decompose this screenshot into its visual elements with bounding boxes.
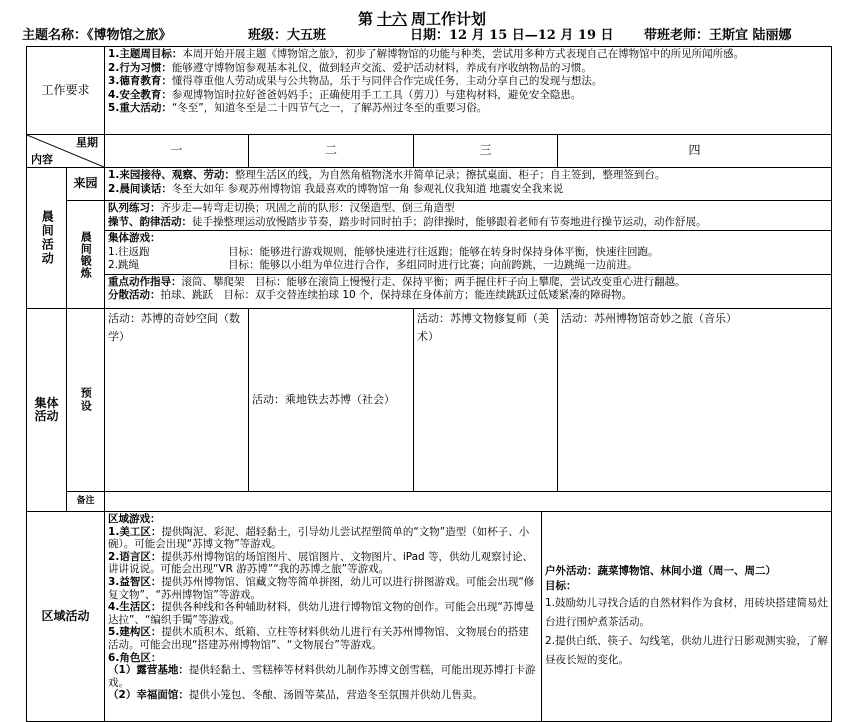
goal-head: 1.主题周目标： xyxy=(108,48,183,60)
role-area-head: 6.角色区： xyxy=(108,651,162,664)
morning-activity-text: 晨间活动 xyxy=(40,210,55,266)
work-requirements-label: 工作要求 xyxy=(27,47,105,135)
puzzle-area-text: 提供苏州博物馆、馆藏文物等简单拼图，幼儿可以进行拼图游戏。可能会出现“修复文物”、“苏州博物馆”等游戏。 xyxy=(108,575,535,601)
outdoor-goal-1: 1.鼓励幼儿寻找合适的自然材料作为食材，用砖块搭建简易灶台进行围炉煮茶活动。 xyxy=(545,596,829,628)
days-header-row xyxy=(27,135,832,168)
queue-head: 队列练习： xyxy=(108,202,161,214)
preset-label-text: 预设 xyxy=(79,387,93,413)
game1-goal: 目标：能够进行游戏规则，能够快速进行往返跑；能够在转身时保持身体平衡，快速往回跑。 xyxy=(228,245,659,258)
preset-label xyxy=(67,309,105,492)
moral-text: 懂得尊重他人劳动成果与公共物品，乐于与同伴合作完成任务，主动分享自己的发现与想法。 xyxy=(171,75,603,87)
outdoor-goal-label: 目标： xyxy=(545,579,577,592)
day-tuesday: 二 xyxy=(249,135,414,168)
key-action-head: 重点动作指导： xyxy=(108,275,182,288)
corner-content-label: 内容 xyxy=(31,152,53,166)
note-label: 备注 xyxy=(67,492,105,512)
noodle-shop-head: （2）幸福面馆： xyxy=(108,689,189,702)
moral-head: 3.德育教育： xyxy=(108,75,172,87)
outdoor-goal-2: 2.提供白纸、筷子、勾线笔，供幼儿进行日影观测实验，了解昼夜长短的变化。 xyxy=(545,634,829,666)
camping-text: 提供轻黏土、雪糕棒等材料供幼儿制作苏博文创雪糕，可能出现苏博打卡游戏。 xyxy=(108,664,536,689)
outdoor-title: 户外活动：蔬菜博物馆、林间小道（周一、周二） xyxy=(545,564,777,577)
language-area-head: 2.语言区： xyxy=(108,550,162,563)
group-activity-label xyxy=(27,309,67,512)
game1-name: 1.往返跑 xyxy=(108,245,150,258)
arrival-label: 来园 xyxy=(67,168,105,201)
major-event-text: “冬至”，知道冬至是二十四节气之一，了解苏州过冬至的重要习俗。 xyxy=(171,102,488,114)
exercise-label xyxy=(67,201,105,309)
area-game-title: 区域游戏： xyxy=(108,513,161,525)
rhythm-text: 徒手操整理运动放慢踏步节奏，踏步时同时拍手；韵律操时，能够跟着老师有节奏地进行操节运动，动作舒展。 xyxy=(192,215,707,228)
work-requirements-content xyxy=(105,47,832,135)
area-activity-label xyxy=(27,512,105,722)
area-game-content xyxy=(105,512,542,722)
date-range: 日期：12 月 15 日—12 月 19 日 xyxy=(410,28,614,43)
build-area-head: 5.建构区： xyxy=(108,626,162,639)
group-activity-row xyxy=(27,309,832,492)
note-content xyxy=(105,492,832,512)
game2-goal: 目标：能够以小组为单位进行合作，多组同时进行比赛；向前跨跳，一边跳绳一边前进。 xyxy=(228,259,638,271)
camping-head: （1）露营基地： xyxy=(108,664,189,677)
title-prefix: 第 xyxy=(357,10,373,28)
morning-talk-head: 2.晨间谈话： xyxy=(108,182,172,195)
habit-head: 2.行为习惯： xyxy=(108,61,172,74)
plan-table xyxy=(26,46,832,722)
day-wednesday: 三 xyxy=(414,135,558,168)
life-area-head: 4.生活区： xyxy=(108,601,162,614)
activity-thursday: 活动：苏州博物馆奇妙之旅（音乐） xyxy=(558,309,832,492)
theme-name: 主题名称：《博物馆之旅》 xyxy=(22,28,172,43)
split-activity-head: 分散活动： xyxy=(108,289,161,301)
exercise-content xyxy=(105,201,832,309)
activity-wednesday: 活动：苏博文物修复师（美术） xyxy=(414,309,558,492)
safety-head: 4.安全教育： xyxy=(108,88,172,101)
queue-text: 齐步走—转弯走切换；巩固之前的队形：汉堡造型、倒三角造型 xyxy=(160,202,455,214)
noodle-shop-text: 提供小笼包、冬酿、汤圆等菜品，营造冬至氛围并供幼儿售卖。 xyxy=(188,689,483,702)
area-activity-label-text: 区域活动 xyxy=(41,608,90,623)
safety-text: 参观博物馆时拉好爸爸妈妈手；正确使用手工工具（剪刀）与建构材料，避免安全隐患。 xyxy=(171,88,582,101)
title-suffix: 周工作计划 xyxy=(411,10,487,28)
page-title xyxy=(0,11,844,27)
note-row xyxy=(27,492,832,512)
activity-monday: 活动：苏博的奇妙空间（数学） xyxy=(105,309,249,492)
life-area-text: 提供各种线和各种辅助材料，供幼儿进行博物馆文物的创作。可能会出现“苏博曼达拉”、“编织手镯”等游戏。 xyxy=(108,601,535,626)
weekday-content-corner xyxy=(27,135,105,168)
puzzle-area-head: 3.益智区： xyxy=(108,575,162,588)
class-name: 班级：大五班 xyxy=(248,28,327,43)
language-area-text: 提供苏州博物馆的场馆图片、展馆图片、文物图片、iPad 等，供幼儿观察讨论、讲讲说说。可能会出现“VR 游苏博”“我的苏博之旅”等游戏。 xyxy=(108,550,534,576)
teacher-names: 带班老师：王斯宜 陆丽娜 xyxy=(644,28,792,43)
game2-name: 2.跳绳 xyxy=(108,259,140,271)
arrival-row xyxy=(27,168,832,201)
area-activity-row xyxy=(27,512,832,722)
activity-tuesday: 活动：乘地铁去苏博（社会） xyxy=(249,309,414,492)
arrival-content xyxy=(105,168,832,201)
title-week-number: 十六 xyxy=(376,10,407,28)
work-requirements-row xyxy=(27,47,832,135)
group-activity-label-text: 集体活动 xyxy=(34,395,59,423)
arrival-line1-head: 1.来园接待、观察、劳动： xyxy=(108,169,235,181)
art-area-text: 提供陶泥、彩泥、超轻黏土，引导幼儿尝试捏塑简单的“文物”造型（如杯子、小碗）。可能会出现“苏博文物”等游戏。 xyxy=(108,525,530,551)
exercise-row xyxy=(27,201,832,309)
morning-activity-label xyxy=(27,168,67,309)
rhythm-head: 操节、韵律活动： xyxy=(108,215,193,228)
major-event-head: 5.重大活动： xyxy=(108,102,172,114)
exercise-label-text: 晨间锻炼 xyxy=(79,230,93,279)
corner-weekday-label: 星期 xyxy=(76,136,99,149)
arrival-line1-text: 整理生活区的线，为自然角植物浇水并简单记录；擦拭桌面、柜子；自主签到，整理签到台。 xyxy=(234,169,666,181)
habit-text: 能够遵守博物馆参观基本礼仪，做到轻声交流、爱护活动材料，养成有序收纳物品的习惯。 xyxy=(171,61,592,74)
goal-text: 本周开始开展主题《博物馆之旅》，初步了解博物馆的功能与种类，尝试用多种方式表现自己在博物馆中的所见所闻所感。 xyxy=(182,48,745,60)
outdoor-activity-content xyxy=(542,512,832,722)
morning-talk-text: 冬至大如年 参观苏州博物馆 我最喜欢的博物馆一角 参观礼仪我知道 地震安全我来说 xyxy=(171,182,564,195)
day-monday: 一 xyxy=(105,135,249,168)
day-thursday: 四 xyxy=(558,135,832,168)
group-game-head: 集体游戏： xyxy=(108,232,161,244)
split-activity-text: 拍球、跳跃 目标：双手交替连续拍球 10 个，保持球在身体前方；能连续跳跃过低矮紧凑的障碍物。 xyxy=(160,289,633,301)
build-area-text: 提供木质积木、纸箱、立柱等材料供幼儿进行有关苏州博物馆、文物展台的搭建活动。可能会出现“搭建苏州博物馆”、“文物展台”等游戏。 xyxy=(108,626,529,651)
key-action-text: 滚筒、攀爬架 目标：能够在滚筒上慢慢行走、保持平衡；两手握住杆子向上攀爬，尝试改变重心进行翻越。 xyxy=(181,275,686,288)
art-area-head: 1.美工区： xyxy=(108,525,162,538)
